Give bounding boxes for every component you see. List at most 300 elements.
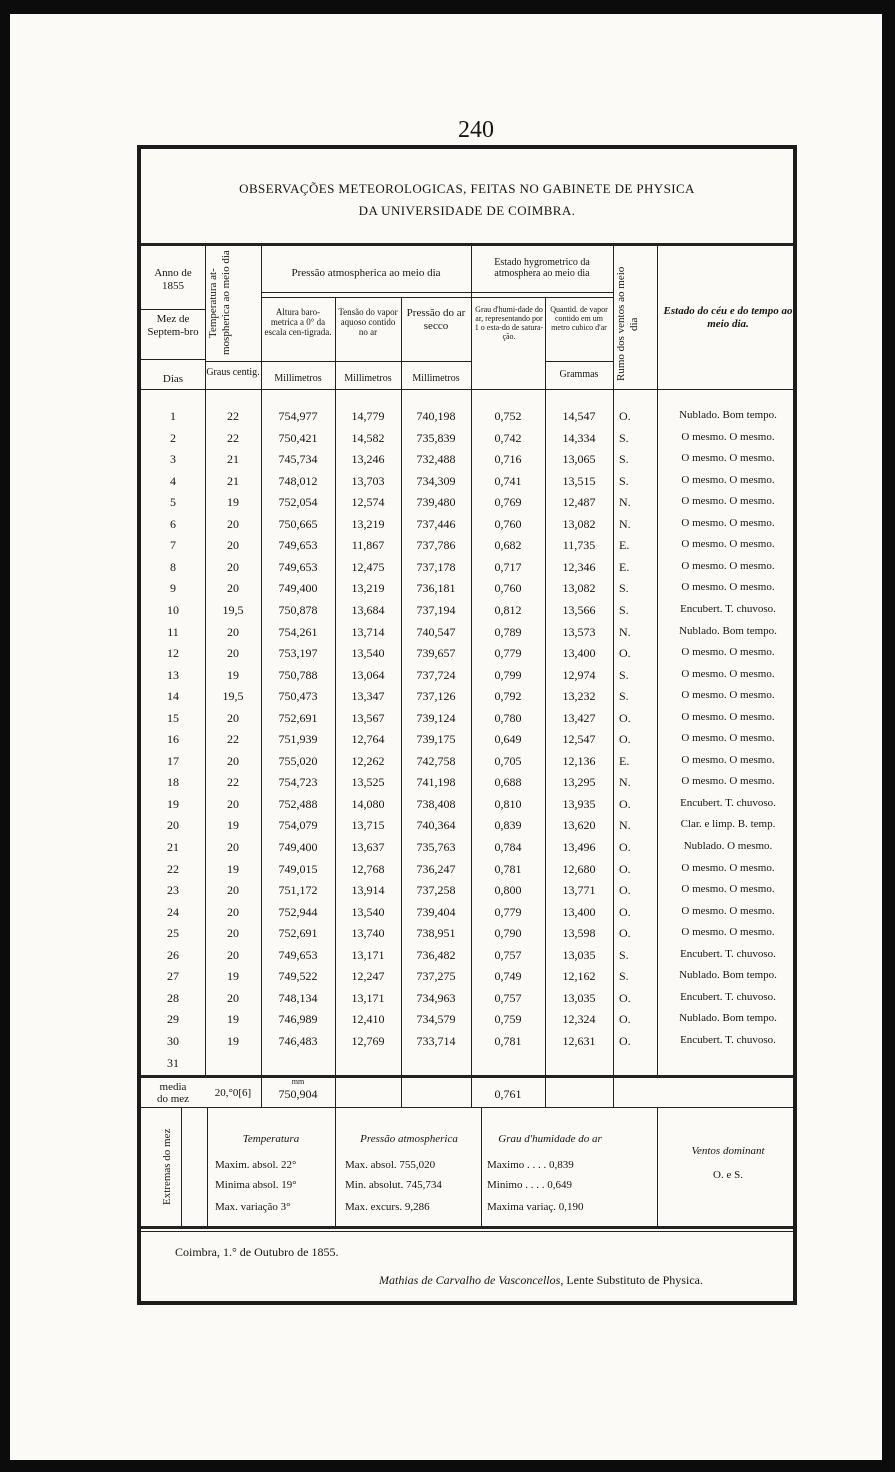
title-line-2: DA UNIVERSIDADE DE COIMBRA. xyxy=(358,203,576,218)
header-mm3: Millimetros xyxy=(412,373,460,384)
cell-dia: 10 xyxy=(167,602,179,617)
cell-rumo: S. xyxy=(619,947,629,962)
table-row xyxy=(141,967,797,989)
cell-quant: 13,496 xyxy=(562,840,596,854)
rule xyxy=(141,1226,793,1229)
extremas-hum-line: Maximo . . . . 0,839 xyxy=(487,1159,574,1171)
cell-dia: 19 xyxy=(167,796,179,811)
cell-altura: 751,172 xyxy=(278,883,318,898)
cell-grau: 0,792 xyxy=(494,689,522,704)
cell-pressao: 734,309 xyxy=(416,473,456,488)
header-pressao-ar: Pressão do ar secco xyxy=(406,307,466,332)
table-row xyxy=(141,450,797,472)
cell-grau: 0,759 xyxy=(494,1012,522,1027)
cell-estado: O mesmo. O mesmo. xyxy=(681,452,775,465)
header-estado-ceu: Estado do céu e do tempo ao meio dia. xyxy=(663,305,793,330)
cell-rumo: E. xyxy=(619,753,630,768)
cell-tensao: 12,262 xyxy=(351,753,385,768)
cell-altura: 750,665 xyxy=(278,516,318,531)
cell-grau: 0,810 xyxy=(494,796,522,811)
cell-altura: 749,015 xyxy=(278,861,318,876)
cell-estado: Nublado. Bom tempo. xyxy=(679,624,777,637)
header-tensao: Tensão do vapor aquoso contido no ar xyxy=(338,307,398,337)
cell-tensao: 13,715 xyxy=(351,818,385,833)
media-temp: 20,°0[6] xyxy=(214,1087,252,1099)
media-altura-unit: mm xyxy=(291,1077,305,1086)
cell-dia: 25 xyxy=(167,926,179,941)
table-row xyxy=(141,601,797,623)
cell-estado: Encubert. T. chuvoso. xyxy=(680,1033,776,1046)
footer-role: , Lente Substituto de Physica. xyxy=(560,1273,703,1287)
rule xyxy=(205,361,261,362)
cell-pressao: 733,714 xyxy=(416,1033,456,1048)
table-row xyxy=(141,515,797,537)
cell-altura: 752,944 xyxy=(278,904,318,919)
cell-temp: 19 xyxy=(227,1033,239,1048)
cell-grau: 0,705 xyxy=(494,753,522,768)
cell-grau: 0,839 xyxy=(494,818,522,833)
cell-pressao: 738,951 xyxy=(416,926,456,941)
header-dias: Dias xyxy=(162,373,184,385)
cell-dia: 31 xyxy=(167,1055,179,1070)
cell-temp: 20 xyxy=(227,990,239,1005)
cell-altura: 754,261 xyxy=(278,624,318,639)
cell-tensao: 13,740 xyxy=(351,926,385,941)
cell-rumo: O. xyxy=(619,409,631,423)
cell-temp: 19 xyxy=(227,495,239,510)
header-quantidade: Quantid. de vapor contido em um metro cubico d'ar xyxy=(550,305,608,332)
cell-pressao: 737,724 xyxy=(416,667,456,682)
cell-temp: 20 xyxy=(227,581,239,596)
cell-tensao: 13,703 xyxy=(351,473,385,488)
observations-table xyxy=(137,145,797,1305)
table-row xyxy=(141,1010,797,1032)
cell-tensao: 13,714 xyxy=(351,624,385,639)
cell-tensao: 13,171 xyxy=(351,990,385,1005)
cell-quant: 13,427 xyxy=(562,710,596,725)
table-row xyxy=(141,666,797,688)
cell-grau: 0,742 xyxy=(494,430,522,445)
cell-estado: O mesmo. O mesmo. xyxy=(681,430,775,443)
table-row xyxy=(141,1054,797,1076)
header-hygro-group: Estado hygrometrico da atmosphera ao meio dia xyxy=(494,257,590,279)
cell-estado: O mesmo. O mesmo. xyxy=(681,775,775,788)
cell-dia: 16 xyxy=(167,732,179,747)
media-label-1: media xyxy=(159,1081,187,1093)
cell-rumo: S. xyxy=(619,581,629,596)
cell-rumo: O. xyxy=(619,926,631,941)
cell-rumo: O. xyxy=(619,732,631,747)
cell-temp: 20 xyxy=(227,883,239,898)
cell-dia: 18 xyxy=(167,775,179,790)
cell-dia: 27 xyxy=(167,969,179,984)
cell-pressao: 737,178 xyxy=(416,559,456,574)
rule xyxy=(335,1107,336,1226)
cell-estado: Encubert. T. chuvoso. xyxy=(680,990,776,1003)
cell-temp: 20 xyxy=(227,538,239,553)
cell-rumo: S. xyxy=(619,689,629,704)
cell-pressao: 736,247 xyxy=(416,861,456,876)
cell-estado: Encubert. T. chuvoso. xyxy=(680,947,776,960)
cell-quant: 12,162 xyxy=(562,969,596,984)
cell-rumo: S. xyxy=(619,667,629,682)
rule xyxy=(141,1231,793,1232)
cell-quant: 13,620 xyxy=(562,818,596,833)
cell-temp: 20 xyxy=(227,753,239,768)
cell-estado: Nublado. O mesmo. xyxy=(683,840,773,852)
cell-estado: O mesmo. O mesmo. xyxy=(681,710,775,723)
cell-estado: O mesmo. O mesmo. xyxy=(681,689,775,702)
header-altura: Altura baro-metrica a 0° da escala cen-tigrada. xyxy=(264,307,332,337)
cell-dia: 11 xyxy=(167,624,179,639)
cell-quant: 12,631 xyxy=(562,1033,596,1048)
cell-quant: 13,935 xyxy=(562,796,596,811)
cell-rumo: S. xyxy=(619,473,629,488)
cell-altura: 749,653 xyxy=(278,947,318,962)
rule xyxy=(141,1075,793,1078)
cell-estado: O mesmo. O mesmo. xyxy=(681,559,775,572)
table-row xyxy=(141,429,797,451)
cell-rumo: N. xyxy=(619,495,631,510)
rule xyxy=(261,361,471,362)
table-row xyxy=(141,493,797,515)
header-mm1: Millimetros xyxy=(274,373,322,384)
cell-temp: 20 xyxy=(227,646,239,661)
table-row xyxy=(141,838,797,860)
cell-temp: 21 xyxy=(227,452,239,467)
rule xyxy=(261,297,471,298)
cell-pressao: 737,786 xyxy=(416,538,456,553)
cell-estado: Encubert. T. chuvoso. xyxy=(680,796,776,809)
cell-dia: 24 xyxy=(167,904,179,919)
table-row xyxy=(141,730,797,752)
cell-grau: 0,781 xyxy=(494,861,522,876)
cell-pressao: 732,488 xyxy=(416,452,456,467)
rule xyxy=(141,309,205,310)
cell-temp: 20 xyxy=(227,840,239,854)
cell-grau: 0,780 xyxy=(494,710,522,725)
cell-rumo: O. xyxy=(619,990,631,1005)
cell-estado: O mesmo. O mesmo. xyxy=(681,495,775,508)
cell-grau: 0,717 xyxy=(494,559,522,574)
cell-pressao: 737,446 xyxy=(416,516,456,531)
cell-grau: 0,757 xyxy=(494,947,522,962)
header-rumo: Rumo dos ventos ao meio dia xyxy=(615,266,640,382)
cell-pressao: 737,126 xyxy=(416,689,456,704)
cell-temp: 19 xyxy=(227,667,239,682)
cell-rumo: N. xyxy=(619,775,631,790)
table-row xyxy=(141,536,797,558)
cell-estado: O mesmo. O mesmo. xyxy=(681,753,775,766)
cell-tensao: 12,574 xyxy=(351,495,385,510)
table-row xyxy=(141,1032,797,1054)
cell-altura: 754,723 xyxy=(278,775,318,790)
cell-estado: Clar. e limp. B. temp. xyxy=(680,818,776,831)
table-row xyxy=(141,687,797,709)
rule xyxy=(181,1107,182,1226)
cell-dia: 8 xyxy=(170,559,176,574)
cell-estado: Encubert. T. chuvoso. xyxy=(680,602,776,615)
cell-grau: 0,789 xyxy=(494,624,522,639)
cell-tensao: 13,637 xyxy=(351,840,385,854)
cell-altura: 749,653 xyxy=(278,538,318,553)
cell-altura: 752,488 xyxy=(278,796,318,811)
cell-pressao: 737,194 xyxy=(416,602,456,617)
cell-pressao: 737,275 xyxy=(416,969,456,984)
cell-temp: 20 xyxy=(227,516,239,531)
rule xyxy=(141,389,793,390)
table-row xyxy=(141,752,797,774)
cell-grau: 0,757 xyxy=(494,990,522,1005)
cell-tensao: 12,410 xyxy=(351,1012,385,1027)
cell-grau: 0,760 xyxy=(494,516,522,531)
cell-altura: 750,421 xyxy=(278,430,318,445)
cell-estado: O mesmo. O mesmo. xyxy=(681,667,775,680)
cell-tensao: 12,475 xyxy=(351,559,385,574)
cell-dia: 30 xyxy=(167,1033,179,1048)
media-label-2: do mez xyxy=(156,1093,190,1105)
cell-quant: 13,566 xyxy=(562,602,596,617)
extremas-press-line: Max. absol. 755,020 xyxy=(345,1159,436,1171)
cell-rumo: S. xyxy=(619,969,629,984)
rule xyxy=(471,292,613,293)
cell-dia: 26 xyxy=(167,947,179,962)
cell-altura: 750,788 xyxy=(278,667,318,682)
header-mez: Mez de Septem-bro xyxy=(147,313,199,338)
rule xyxy=(141,359,205,360)
cell-quant: 13,082 xyxy=(562,516,596,531)
cell-altura: 749,400 xyxy=(278,581,318,596)
cell-pressao: 735,763 xyxy=(416,840,456,854)
cell-altura: 748,134 xyxy=(278,990,318,1005)
cell-grau: 0,799 xyxy=(494,667,522,682)
extremas-hum-title: Grau d'humidade do ar xyxy=(498,1133,602,1145)
cell-rumo: S. xyxy=(619,430,629,445)
table-row xyxy=(141,472,797,494)
cell-dia: 9 xyxy=(170,581,176,596)
cell-dia: 2 xyxy=(170,430,176,445)
cell-rumo: O. xyxy=(619,904,631,919)
cell-temp: 20 xyxy=(227,710,239,725)
cell-estado: O mesmo. O mesmo. xyxy=(681,516,775,529)
extremas-temp-line: Maxim. absol. 22° xyxy=(215,1159,297,1171)
cell-temp: 20 xyxy=(227,926,239,941)
cell-pressao: 739,480 xyxy=(416,495,456,510)
cell-dia: 17 xyxy=(167,753,179,768)
cell-pressao: 735,839 xyxy=(416,430,456,445)
table-row xyxy=(141,924,797,946)
header-grau-humidade: Grau d'humi-dade do ar, representando por 1 o esta-do de satura-ção. xyxy=(474,305,544,341)
cell-estado: O mesmo. O mesmo. xyxy=(681,904,775,917)
rule xyxy=(207,1107,208,1226)
cell-grau: 0,741 xyxy=(494,473,522,488)
cell-altura: 749,400 xyxy=(278,840,318,854)
table-row xyxy=(141,709,797,731)
cell-tensao: 13,540 xyxy=(351,646,385,661)
table-row xyxy=(141,579,797,601)
cell-pressao: 739,124 xyxy=(416,710,456,725)
table-row xyxy=(141,816,797,838)
rule xyxy=(657,1107,658,1226)
cell-pressao: 740,198 xyxy=(416,409,456,423)
extremas-press-line: Max. excurs. 9,286 xyxy=(345,1201,430,1213)
header-mm2: Millimetros xyxy=(344,373,392,384)
table-row xyxy=(141,644,797,666)
cell-dia: 15 xyxy=(167,710,179,725)
cell-altura: 755,020 xyxy=(278,753,318,768)
page-number: 240 xyxy=(458,117,494,143)
cell-quant: 12,680 xyxy=(562,861,596,876)
rule xyxy=(141,1107,793,1108)
cell-pressao: 739,404 xyxy=(416,904,456,919)
cell-tensao: 13,540 xyxy=(351,904,385,919)
rule xyxy=(141,243,793,246)
cell-temp: 20 xyxy=(227,624,239,639)
cell-quant: 12,487 xyxy=(562,495,596,510)
cell-dia: 6 xyxy=(170,516,176,531)
cell-tensao: 14,779 xyxy=(351,409,385,423)
extremas-hum-line: Minimo . . . . 0,649 xyxy=(487,1179,572,1191)
table-row xyxy=(141,773,797,795)
extremas-vent-value: O. e S. xyxy=(713,1169,743,1181)
cell-estado: O mesmo. O mesmo. xyxy=(681,861,775,874)
cell-temp: 19,5 xyxy=(222,602,244,617)
header-anno: Anno de 1855 xyxy=(154,267,192,292)
cell-pressao: 734,963 xyxy=(416,990,456,1005)
cell-rumo: O. xyxy=(619,1012,631,1027)
cell-pressao: 740,364 xyxy=(416,818,456,833)
cell-pressao: 740,547 xyxy=(416,624,456,639)
cell-tensao: 13,567 xyxy=(351,710,385,725)
cell-temp: 20 xyxy=(227,947,239,962)
cell-quant: 13,232 xyxy=(562,689,596,704)
cell-quant: 13,573 xyxy=(562,624,596,639)
cell-temp: 21 xyxy=(227,473,239,488)
rule xyxy=(261,292,471,293)
cell-quant: 13,598 xyxy=(562,926,596,941)
cell-pressao: 742,758 xyxy=(416,753,456,768)
cell-grau: 0,716 xyxy=(494,452,522,467)
cell-tensao: 12,764 xyxy=(351,732,385,747)
cell-rumo: O. xyxy=(619,1033,631,1048)
cell-temp: 19 xyxy=(227,861,239,876)
cell-estado: O mesmo. O mesmo. xyxy=(681,473,775,486)
cell-temp: 22 xyxy=(227,409,239,423)
table-row xyxy=(141,407,797,429)
cell-quant: 13,515 xyxy=(562,473,596,488)
cell-dia: 29 xyxy=(167,1012,179,1027)
cell-rumo: O. xyxy=(619,710,631,725)
cell-altura: 748,012 xyxy=(278,473,318,488)
cell-tensao: 13,525 xyxy=(351,775,385,790)
cell-grau: 0,784 xyxy=(494,840,522,854)
cell-dia: 7 xyxy=(170,538,176,553)
cell-grau: 0,781 xyxy=(494,1033,522,1048)
cell-estado: O mesmo. O mesmo. xyxy=(681,646,775,659)
rule xyxy=(545,361,613,362)
table-row xyxy=(141,558,797,580)
cell-altura: 745,734 xyxy=(278,452,318,467)
extremas-vent-title: Ventos dominant xyxy=(691,1145,765,1157)
cell-temp: 22 xyxy=(227,430,239,445)
cell-altura: 752,691 xyxy=(278,710,318,725)
table-row xyxy=(141,860,797,882)
cell-estado: Nublado. Bom tempo. xyxy=(679,1012,777,1025)
media-altura: 750,904 xyxy=(278,1087,318,1101)
cell-tensao: 14,080 xyxy=(351,796,385,811)
cell-quant: 13,035 xyxy=(562,947,596,962)
footer-author: Mathias de Carvalho de Vasconcellos xyxy=(379,1273,561,1287)
extremas-temp-line: Minima absol. 19° xyxy=(215,1179,297,1191)
cell-quant: 12,136 xyxy=(562,753,596,768)
cell-rumo: S. xyxy=(619,452,629,467)
cell-altura: 749,653 xyxy=(278,559,318,574)
extremas-label: Extremas do mez xyxy=(161,1128,173,1206)
cell-altura: 749,522 xyxy=(278,969,318,984)
header-grammas: Grammas xyxy=(559,369,599,380)
cell-quant: 12,974 xyxy=(562,667,596,682)
cell-tensao: 13,914 xyxy=(351,883,385,898)
cell-grau: 0,649 xyxy=(494,732,522,747)
cell-rumo: N. xyxy=(619,818,631,833)
cell-rumo: O. xyxy=(619,861,631,876)
cell-tensao: 13,684 xyxy=(351,602,385,617)
cell-quant: 13,035 xyxy=(562,990,596,1005)
cell-tensao: 13,246 xyxy=(351,452,385,467)
cell-quant: 14,547 xyxy=(562,409,596,423)
cell-quant: 13,400 xyxy=(562,646,596,661)
cell-grau: 0,749 xyxy=(494,969,522,984)
cell-grau: 0,682 xyxy=(494,538,522,553)
cell-dia: 28 xyxy=(167,990,179,1005)
cell-estado: O mesmo. O mesmo. xyxy=(681,926,775,939)
cell-pressao: 741,198 xyxy=(416,775,456,790)
cell-quant: 13,771 xyxy=(562,883,596,898)
footer-signature xyxy=(379,1273,703,1288)
cell-rumo: N. xyxy=(619,624,631,639)
cell-altura: 754,079 xyxy=(278,818,318,833)
cell-altura: 752,054 xyxy=(278,495,318,510)
table-row xyxy=(141,623,797,645)
cell-rumo: N. xyxy=(619,516,631,531)
cell-temp: 19 xyxy=(227,1012,239,1027)
cell-estado: O mesmo. O mesmo. xyxy=(681,883,775,896)
cell-grau: 0,760 xyxy=(494,581,522,596)
cell-temp: 20 xyxy=(227,904,239,919)
cell-altura: 754,977 xyxy=(278,409,318,423)
cell-estado: O mesmo. O mesmo. xyxy=(681,581,775,594)
cell-dia: 5 xyxy=(170,495,176,510)
cell-tensao: 13,219 xyxy=(351,581,385,596)
extremas-press-line: Min. absolut. 745,734 xyxy=(345,1179,442,1191)
cell-rumo: O. xyxy=(619,796,631,811)
cell-pressao: 739,175 xyxy=(416,732,456,747)
cell-pressao: 736,181 xyxy=(416,581,456,596)
cell-temp: 22 xyxy=(227,732,239,747)
cell-rumo: E. xyxy=(619,538,630,553)
header-graus: Graus centig. xyxy=(206,367,260,378)
cell-rumo: E. xyxy=(619,559,630,574)
extremas-press-title: Pressão atmospherica xyxy=(360,1133,458,1145)
cell-grau: 0,752 xyxy=(494,409,522,423)
cell-dia: 4 xyxy=(170,473,176,488)
cell-rumo: O. xyxy=(619,840,631,854)
cell-quant: 13,400 xyxy=(562,904,596,919)
cell-pressao: 738,408 xyxy=(416,796,456,811)
cell-dia: 21 xyxy=(167,840,179,854)
cell-grau: 0,779 xyxy=(494,646,522,661)
table-row xyxy=(141,946,797,968)
